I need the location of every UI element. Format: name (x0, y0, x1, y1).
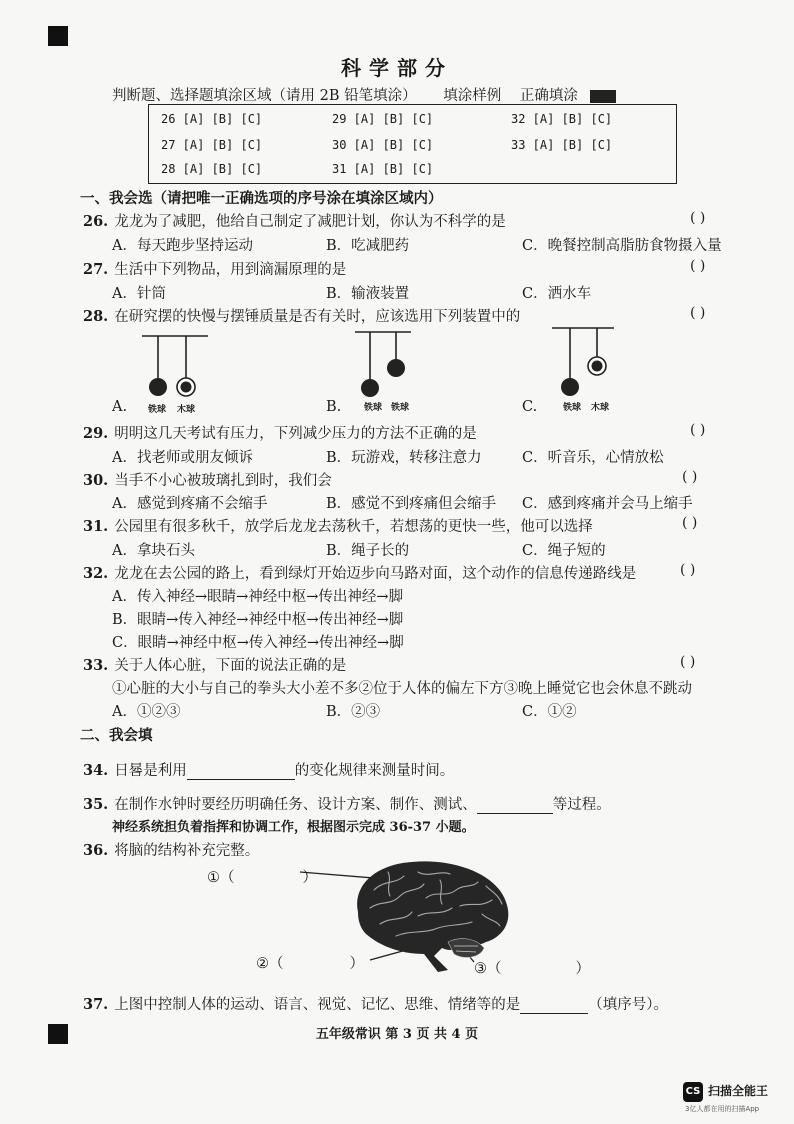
fill-area-label: 判断题、选择题填涂区域（请用 2B 铅笔填涂） (112, 88, 417, 104)
bubble-row[interactable]: 33 [A] [B] [C] (511, 138, 613, 152)
question-36: 36. 将脑的结构补充完整。 (83, 842, 260, 859)
answer-paren-30[interactable]: ( ) (682, 469, 698, 485)
question-37: 37. 上图中控制人体的运动、语言、视觉、记忆、思维、情绪等的是 （填序号）。 (83, 996, 668, 1013)
label-iron-ball-b1: 铁球 (364, 403, 383, 413)
option-31-a: A．拿块石头 (112, 543, 195, 559)
question-30: 30. 当手不小心被玻璃扎到时，我们会 (83, 472, 332, 489)
bubble-row[interactable]: 28 [A] [B] [C] (161, 162, 263, 176)
page-title: 科学部分 (341, 56, 453, 80)
option-28-b: B. (326, 399, 342, 415)
question-26: 26. 龙龙为了减肥，他给自己制定了减肥计划，你认为不科学的是 (83, 213, 506, 230)
option-27-c: C．洒水车 (522, 286, 592, 302)
section2-heading: 二、我会填 (80, 727, 153, 744)
option-28-a: A. (112, 399, 128, 415)
answer-bubble-box (148, 104, 677, 184)
question-29: 29. 明明这几天考试有压力，下列减少压力的方法不正确的是 (83, 425, 477, 442)
option-33-a: A．①②③ (112, 704, 181, 720)
label-iron-ball-a: 铁球 (148, 405, 167, 415)
option-27-b: B．输液装置 (326, 286, 410, 302)
option-33-b: B．②③ (326, 704, 381, 720)
question-33: 33. 关于人体心脏，下面的说法正确的是 (83, 657, 347, 674)
option-27-a: A．针筒 (112, 286, 166, 302)
brain-label-2: ②（ ） (256, 956, 364, 972)
option-31-c: C．绳子短的 (522, 543, 606, 559)
scanner-watermark (683, 1080, 791, 1118)
section2-note: 神经系统担负着指挥和协调工作，根据图示完成 36-37 小题。 (112, 820, 475, 835)
fill-sample-swatch (590, 90, 616, 103)
option-32-a: A．传入神经→眼睛→神经中枢→传出神经→脚 (112, 589, 404, 605)
brain-label-3: ③（ ） (474, 961, 590, 977)
registration-marker-top (48, 26, 68, 46)
label-wood-ball-a: 木球 (177, 405, 196, 415)
pendulum-diagram-a (140, 332, 210, 400)
statement-33: ①心脏的大小与自己的拳头大小差不多②位于人体的偏左下方③晚上睡觉它也会休息不跳动 (112, 681, 692, 697)
label-iron-ball-c: 铁球 (563, 403, 582, 413)
scanner-app-name: 扫描全能王 (708, 1084, 769, 1098)
question-31: 31. 公园里有很多秋千，放学后龙龙去荡秋千，若想荡的更快一些，他可以选择 (83, 518, 593, 535)
section1-heading: 一、我会选（请把唯一正确选项的序号涂在填涂区域内） (80, 190, 443, 207)
question-35: 35. 在制作水钟时要经历明确任务、设计方案、制作、测试、 等过程。 (83, 796, 611, 813)
label-wood-ball-c: 木球 (591, 403, 610, 413)
answer-paren-28[interactable]: ( ) (690, 305, 706, 321)
fill-area-header (112, 84, 616, 105)
option-29-b: B．玩游戏，转移注意力 (326, 450, 482, 466)
option-30-a: A．感觉到疼痛不会缩手 (112, 496, 268, 512)
option-32-c: C．眼睛→神经中枢→传入神经→传出神经→脚 (112, 635, 404, 651)
brain-illustration (300, 850, 540, 980)
pendulum-diagram-b (353, 328, 413, 398)
question-32: 32. 龙龙在去公园的路上，看到绿灯开始迈步向马路对面，这个动作的信息传递路线是 (83, 565, 637, 582)
scanner-tagline: 3亿人都在用的扫描App (685, 1105, 760, 1113)
brain-label-1: ①（ ） (207, 870, 317, 886)
pendulum-diagram-c (550, 324, 616, 396)
bubble-row[interactable]: 27 [A] [B] [C] (161, 138, 263, 152)
option-30-b: B．感觉不到疼痛但会缩手 (326, 496, 497, 512)
bubble-row[interactable]: 26 [A] [B] [C] (161, 112, 263, 126)
option-26-a: A．每天跑步坚持运动 (112, 238, 253, 254)
answer-blank-35[interactable] (477, 797, 553, 814)
option-31-b: B．绳子长的 (326, 543, 410, 559)
option-26-b: B．吃减肥药 (326, 238, 410, 254)
answer-paren-26[interactable]: ( ) (690, 210, 706, 226)
bubble-row[interactable]: 31 [A] [B] [C] (332, 162, 434, 176)
fill-example-label: 填涂样例 (443, 88, 502, 104)
scanner-logo-icon: CS (683, 1082, 703, 1102)
option-28-c: C. (522, 399, 538, 415)
answer-paren-31[interactable]: ( ) (682, 515, 698, 531)
answer-blank-36-1[interactable] (235, 871, 303, 887)
option-29-c: C．听音乐，心情放松 (522, 450, 664, 466)
label-iron-ball-b2: 铁球 (391, 403, 410, 413)
option-29-a: A．找老师或朋友倾诉 (112, 450, 253, 466)
answer-blank-34[interactable] (187, 763, 295, 780)
option-32-b: B．眼睛→传入神经→神经中枢→传出神经→脚 (112, 612, 404, 628)
bubble-row[interactable]: 29 [A] [B] [C] (332, 112, 434, 126)
option-26-c: C．晚餐控制高脂肪食物摄入量 (522, 238, 722, 254)
answer-paren-29[interactable]: ( ) (690, 422, 706, 438)
bubble-row[interactable]: 30 [A] [B] [C] (332, 138, 434, 152)
bubble-row[interactable]: 32 [A] [B] [C] (511, 112, 613, 126)
option-33-c: C．①② (522, 704, 577, 720)
fill-correct-label: 正确填涂 (519, 88, 578, 104)
answer-blank-37[interactable] (520, 997, 588, 1014)
question-34: 34. 日晷是利用 的变化规律来测量时间。 (83, 762, 455, 779)
option-30-c: C．感到疼痛并会马上缩手 (522, 496, 693, 512)
answer-paren-33[interactable]: ( ) (680, 654, 696, 670)
answer-paren-32[interactable]: ( ) (680, 562, 696, 578)
question-27: 27. 生活中下列物品，用到滴漏原理的是 (83, 261, 347, 278)
question-28: 28. 在研究摆的快慢与摆锤质量是否有关时，应该选用下列装置中的 (83, 308, 521, 325)
page-footer: 五年级常识 第 3 页 共 4 页 (315, 1027, 479, 1042)
answer-paren-27[interactable]: ( ) (690, 258, 706, 274)
